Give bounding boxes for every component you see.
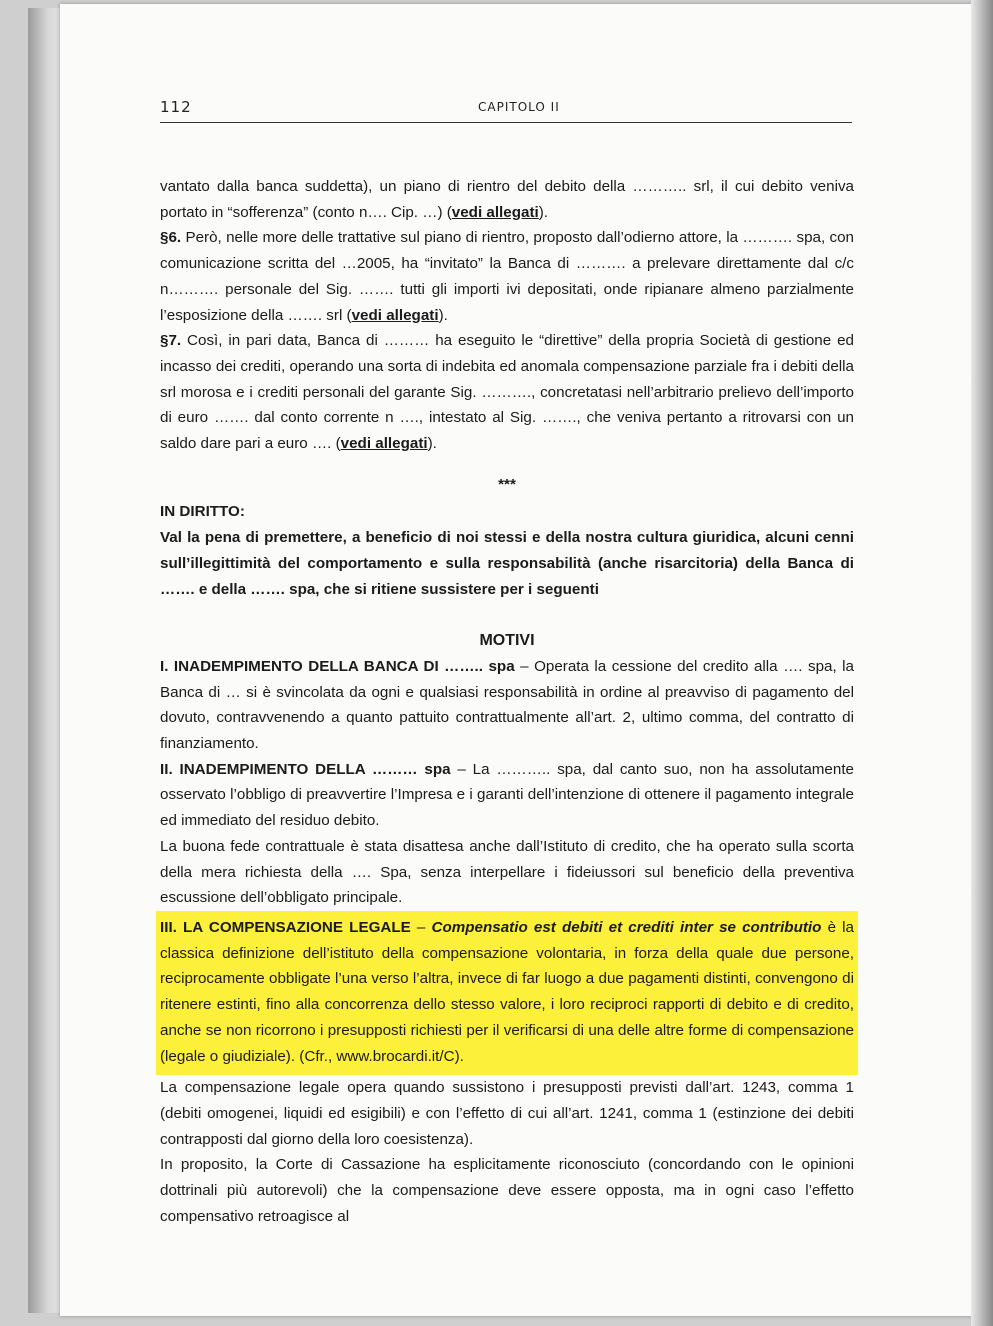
vedi-allegati-link: vedi allegati (340, 435, 428, 453)
paragraph-1: vantato dalla banca suddetta), un piano di rientro del debito della ……….. srl, il cui debito veniva portato in “sofferenza” (conto n…. Cip. …) (vedi allegati). (160, 178, 854, 221)
section-number: §7. (160, 332, 182, 350)
motivi-heading: MOTIVI (479, 632, 535, 650)
vedi-allegati-link: vedi allegati (451, 203, 539, 221)
section-separator: *** (498, 475, 516, 493)
paragraph-7: §7. Così, in pari data, Banca di ……… ha eseguito le “direttive” della propria Società di gestione ed incasso dei crediti, operando una sorta di indebita ed anomala compensazione parziale fra i debiti della srl morosa e i crediti personali del garante Sig. ………., concretatasi nell’arbitrario prelievo dell’importo di euro ……. dal conto corrente n …., intestato al Sig. ……., che veniva pertanto a ritrovarsi con un saldo dare pari a euro …. (vedi allegati). (160, 332, 854, 453)
section-number: §6. (160, 229, 182, 247)
chapter-title: CAPITOLO II (478, 100, 560, 114)
cassazione-paragraph: In proposito, la Corte di Cassazione ha esplicitamente riconosciuto (concordando con le opinioni dottrinali più autorevoli) che la compensazione deve essere opposta, ma in ogni caso l’effetto compensativo retroagisce al (160, 1156, 854, 1225)
paragraph-6: §6. Però, nelle more delle trattative sul piano di rientro, proposto dall’odierno attore, la ………. spa, con comunicazione scritta del …2005, ha “invitato” la Banca di ………. a prelevare direttamente dal c/c n………. personale del Sig. ……. tutti gli importi ivi depositati, onde ripianare almeno parzialmente l’esposizione della ……. srl (vedi allegati). (160, 229, 854, 324)
premessa-paragraph: Val la pena di premettere, a beneficio di noi stessi e della nostra cultura giuridica, alcuni cenni sull’illegittimità del comportamento e sulla responsabilità (anche risarcitoria) della Banca di ……. e della ……. spa, che si ritiene sussistere per i seguenti (160, 529, 854, 598)
vedi-allegati-link: vedi allegati (351, 306, 439, 324)
page-body (160, 174, 854, 1229)
in-diritto-heading: IN DIRITTO: (160, 503, 245, 521)
highlighted-motivo-3: III. LA COMPENSAZIONE LEGALE – Compensatio est debiti et crediti inter se contributio è la classica definizione dell’istituto della compensazione volontaria, in forza della quale due persone, reciprocamente obbligate l’una verso l’altra, invece di far luogo a due pagamenti distinti, convengono di ritenere estinti, fino alla concorrenza dello stesso valore, i loro reciproci rapporti di debito e di credito, anche se non ricorrono i presupposti richiesti per il verificarsi di una delle altre forme di compensazione (legale o giudiziale). (Cfr., www.brocardi.it/C). (156, 911, 858, 1075)
running-header (160, 96, 852, 123)
page-right-shadow (971, 0, 993, 1326)
compensazione-legale-paragraph: La compensazione legale opera quando sussistono i presupposti previsti dall’art. 1243, comma 1 (debiti omogenei, liquidi ed esigibili) e con l’effetto di cui all’art. 1241, comma 1 (estinzione dei debiti contrapposti dal giorno della loro coesistenza). (160, 1079, 854, 1148)
motivo-2: II. INADEMPIMENTO DELLA ……… spa – La ……….. spa, dal canto suo, non ha assolutamente osservato l’obbligo di preavvertire l’Impresa e i garanti dell’intenzione di ottenere il pagamento integrale ed immediato del residuo debito. (160, 760, 854, 830)
motivo-2-continued: La buona fede contrattuale è stata disattesa anche dall’Istituto di credito, che ha operato sulla scorta della mera richiesta della …. Spa, senza interpellare i fideiussori sul beneficio della preventiva escussione dell’obbligato principale. (160, 837, 854, 907)
page-number: 112 (160, 98, 192, 116)
motivo-1: I. INADEMPIMENTO DELLA BANCA DI …….. spa – Operata la cessione del credito alla …. spa, la Banca di … si è svincolata da ogni e qualsiasi responsabilità in ordine al preavviso di pagamento del dovuto, contravvenendo a quanto pattuito contrattualmente all’art. 2, ultimo comma, del contratto di finanziamento. (160, 657, 854, 753)
